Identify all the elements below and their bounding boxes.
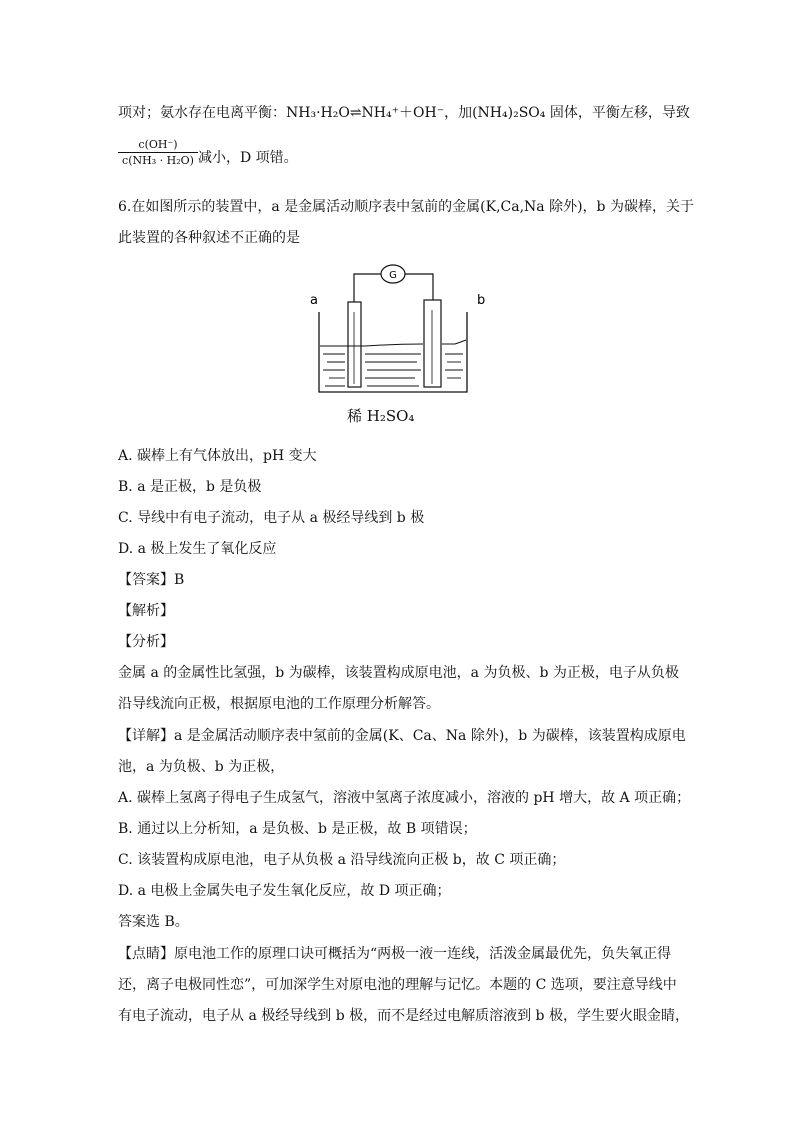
fraction: [118, 138, 198, 167]
detail-line: A. 碳棒上氢离子得电子生成氢气，溶液中氢离子浓度减小，溶液的 pH 增大，故 A 项正确；: [118, 790, 691, 806]
electrode-b-label: b: [477, 293, 486, 308]
tip-line: 还，离子电极同性恋”，可加深学生对原电池的理解与记忆。本题的 C 选项，要注意导线中: [118, 977, 677, 993]
text-line: 减小，D 项错。: [198, 150, 298, 166]
analysis-line: 金属 a 的金属性比氢强，b 为碳棒，该装置构成原电池，a 为负极、b 为正极，电子从负极: [118, 665, 679, 681]
answer: 【答案】B: [118, 572, 185, 588]
answer-selection: 答案选 B。: [118, 914, 189, 930]
option-c: C. 导线中有电子流动，电子从 a 极经导线到 b 极: [118, 510, 425, 526]
option-d: D. a 极上发生了氧化反应: [118, 541, 277, 557]
question-line: 此装置的各种叙述不正确的是: [118, 230, 300, 246]
tip-line: 【点睛】原电池工作的原理口诀可概括为“两极一液一连线，活泼金属最优先，负失氧正得: [118, 946, 672, 962]
tip-line: 有电子流动，电子从 a 极经导线到 b 极，而不是经过电解质溶液到 b 极，学生要火眼金睛，: [118, 1008, 689, 1024]
analysis-line: 沿导线流向正极，根据原电池的工作原理分析解答。: [118, 696, 440, 712]
section-heading: 【解析】: [118, 603, 174, 619]
fraction-denominator: c(NH₃ · H₂O): [122, 154, 194, 167]
detail-line: B. 通过以上分析知，a 是负极、b 是正极，故 B 项错误；: [118, 821, 477, 837]
option-b: B. a 是正极，b 是负极: [118, 479, 262, 495]
electrode-a-label: a: [310, 293, 318, 308]
detail-line: 池，a 为负极、b 为正极，: [118, 759, 285, 775]
figure-caption: 稀 H₂SO₄: [347, 407, 415, 425]
question-line: 6.在如图所示的装置中，a 是金属活动顺序表中氢前的金属(K,Ca,Na 除外)，b 为碳棒，关于: [118, 199, 694, 215]
galvanometer-label: G: [389, 270, 397, 281]
detail-line: 【详解】a 是金属活动顺序表中氢前的金属(K、Ca、Na 除外)，b 为碳棒，该装置构成原电: [118, 728, 686, 744]
section-heading: 【分析】: [118, 634, 174, 650]
fraction-numerator: c(OH⁻): [118, 138, 198, 153]
detail-line: D. a 电极上金属失电子发生氧化反应，故 D 项正确；: [118, 883, 451, 899]
detail-line: C. 该装置构成原电池，电子从负极 a 沿导线流向正极 b，故 C 项正确；: [118, 852, 566, 868]
text-line: 项对；氨水存在电离平衡：NH₃·H₂O⇌NH₄⁺＋OH⁻，加(NH₄)₂SO₄ 固体，平衡左移，导致: [118, 105, 690, 121]
option-a: A. 碳棒上有气体放出，pH 变大: [118, 448, 317, 464]
